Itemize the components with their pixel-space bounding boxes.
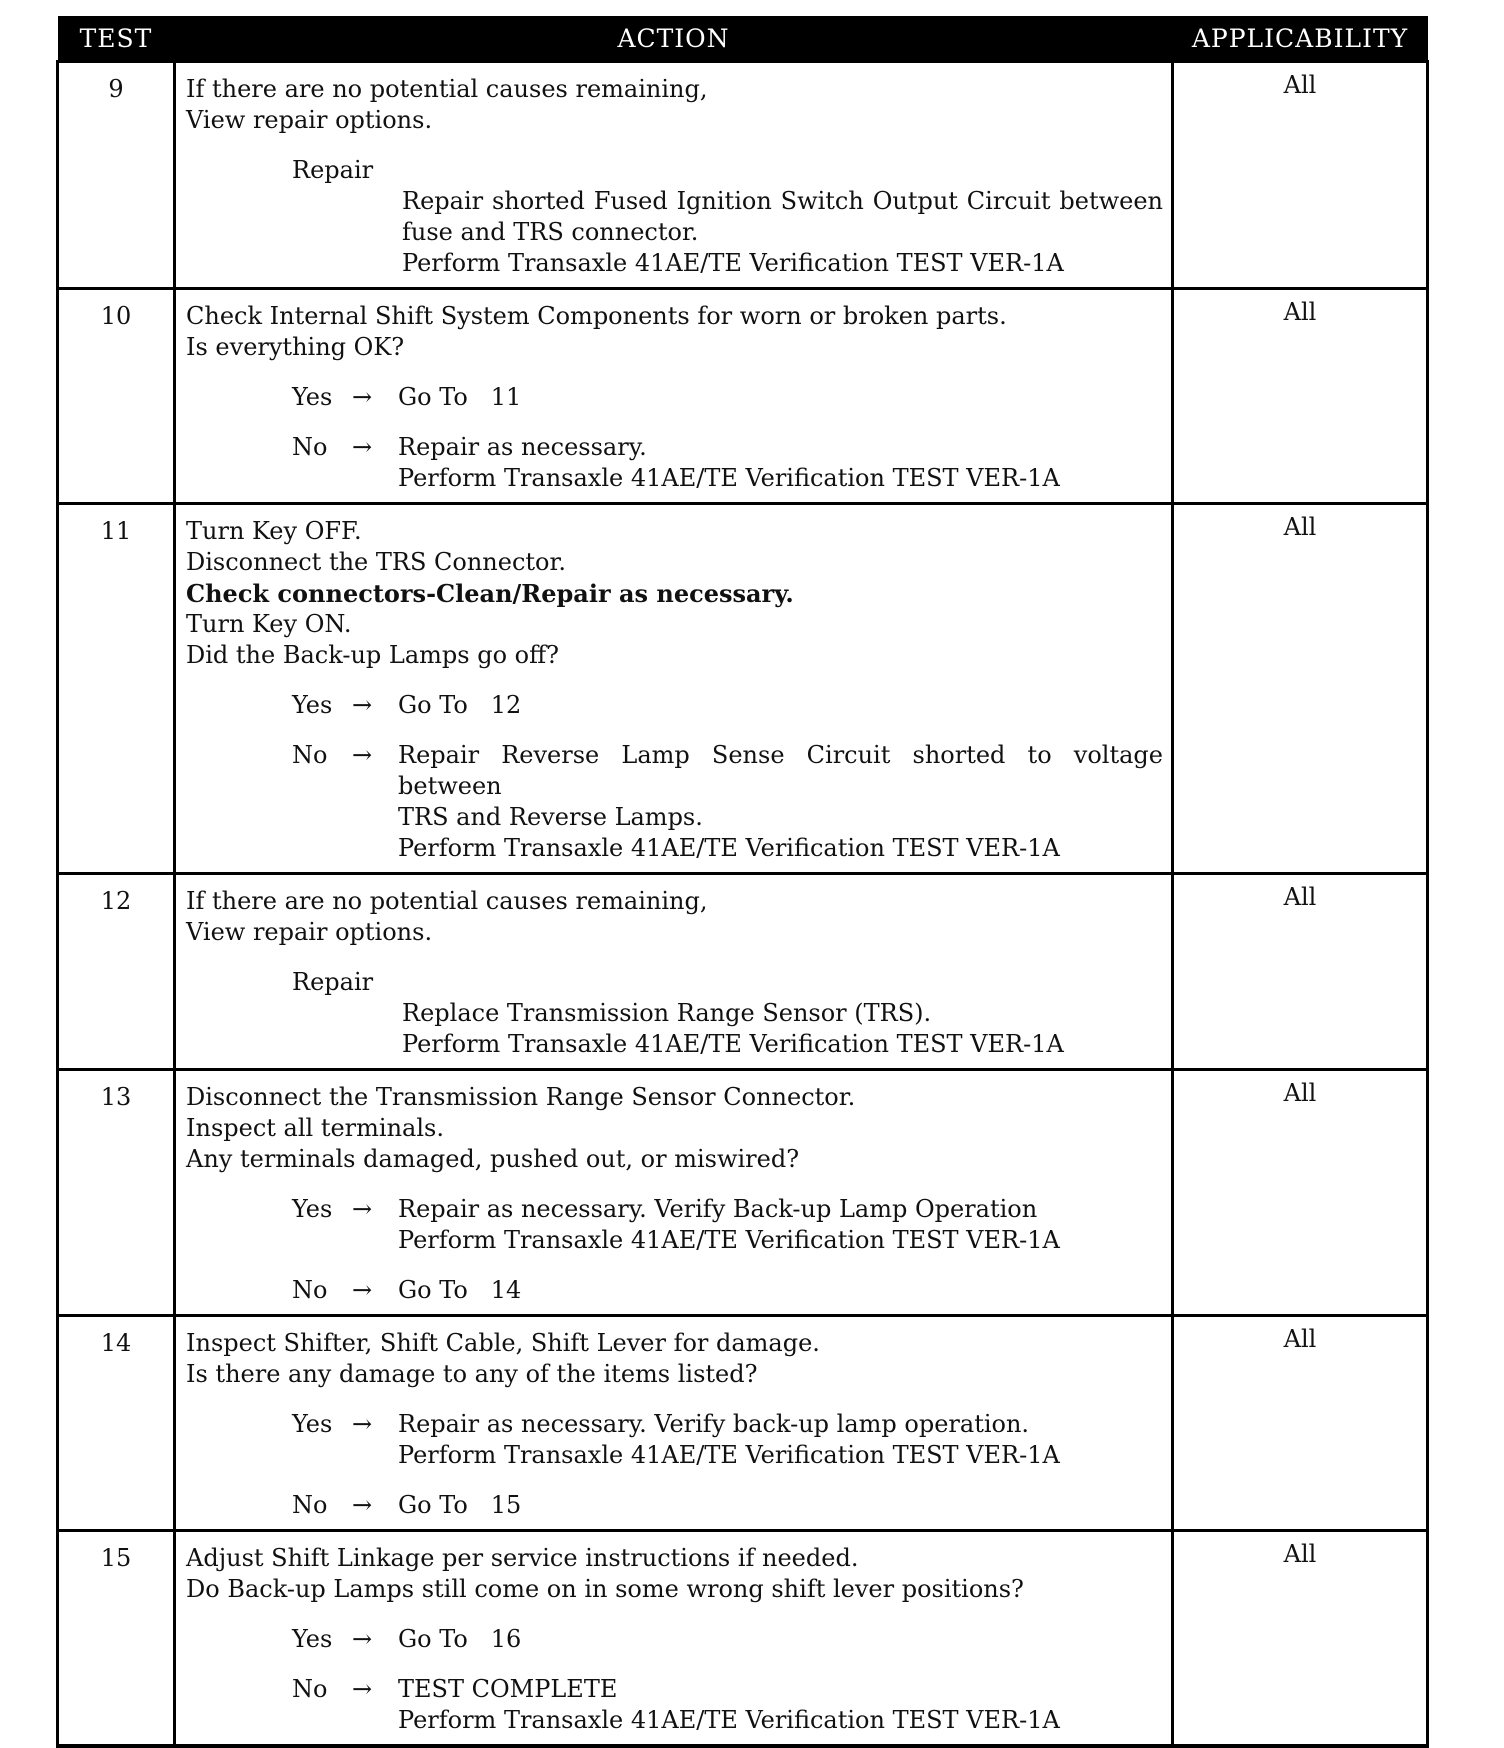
applicability-value: All bbox=[1173, 1531, 1428, 1747]
applicability-value: All bbox=[1173, 504, 1428, 874]
test-number: 11 bbox=[58, 504, 175, 874]
right-arrow-icon: → bbox=[352, 741, 373, 769]
yes-branch bbox=[186, 1194, 1163, 1256]
action-cell bbox=[175, 1531, 1173, 1747]
branch-line: Perform Transaxle 41AE/TE Verification TEST VER-1A bbox=[398, 464, 1060, 492]
applicability-value: All bbox=[1173, 1316, 1428, 1531]
branch-line: Go To 16 bbox=[398, 1625, 522, 1653]
right-arrow-icon: → bbox=[352, 433, 373, 461]
test-row-12 bbox=[58, 874, 1428, 1070]
action-cell bbox=[175, 1070, 1173, 1316]
no-label: No bbox=[292, 1276, 328, 1304]
diagnostic-test-table bbox=[56, 16, 1429, 1748]
test-number: 15 bbox=[58, 1531, 175, 1747]
right-arrow-icon: → bbox=[352, 1491, 373, 1519]
repair-line: Replace Transmission Range Sensor (TRS). bbox=[402, 999, 932, 1027]
applicability-value: All bbox=[1173, 874, 1428, 1070]
header-test: TEST bbox=[58, 16, 175, 62]
no-label: No bbox=[292, 1675, 328, 1703]
no-branch bbox=[186, 1674, 1163, 1736]
right-arrow-icon: → bbox=[352, 383, 373, 411]
no-label: No bbox=[292, 741, 328, 769]
yes-branch bbox=[186, 1409, 1163, 1471]
test-number: 13 bbox=[58, 1070, 175, 1316]
right-arrow-icon: → bbox=[352, 691, 373, 719]
no-label: No bbox=[292, 1491, 328, 1519]
yes-label: Yes bbox=[292, 1410, 333, 1438]
no-branch bbox=[186, 740, 1163, 864]
branch-line: Go To 11 bbox=[398, 383, 522, 411]
repair-label: Repair bbox=[292, 156, 374, 184]
branch-line: Repair as necessary. Verify Back-up Lamp Operation bbox=[398, 1195, 1038, 1223]
action-line: Did the Back-up Lamps go off? bbox=[186, 641, 560, 669]
applicability-value: All bbox=[1173, 1070, 1428, 1316]
yes-label: Yes bbox=[292, 1625, 333, 1653]
branch-line: Go To 14 bbox=[398, 1276, 522, 1304]
action-line: If there are no potential causes remaining, bbox=[186, 887, 708, 915]
test-number: 12 bbox=[58, 874, 175, 1070]
branch-line: TEST COMPLETE bbox=[398, 1675, 618, 1703]
action-line: If there are no potential causes remaining, bbox=[186, 75, 708, 103]
test-row-13 bbox=[58, 1070, 1428, 1316]
branch-line: Repair as necessary. bbox=[398, 433, 647, 461]
table-header bbox=[58, 16, 1428, 62]
no-branch bbox=[186, 432, 1163, 494]
action-cell bbox=[175, 1316, 1173, 1531]
branch-line: Perform Transaxle 41AE/TE Verification TEST VER-1A bbox=[398, 1706, 1060, 1734]
action-line: Turn Key ON. bbox=[186, 610, 352, 638]
header-action: ACTION bbox=[175, 16, 1173, 62]
test-row-10 bbox=[58, 289, 1428, 504]
repair-label: Repair bbox=[292, 968, 374, 996]
no-branch bbox=[186, 1490, 1163, 1521]
yes-branch bbox=[186, 1624, 1163, 1655]
action-line: Turn Key OFF. bbox=[186, 517, 362, 545]
yes-branch bbox=[186, 382, 1163, 413]
branch-line: Perform Transaxle 41AE/TE Verification TEST VER-1A bbox=[398, 834, 1060, 862]
test-number: 10 bbox=[58, 289, 175, 504]
header-applicability: APPLICABILITY bbox=[1173, 16, 1428, 62]
no-label: No bbox=[292, 433, 328, 461]
action-line: Disconnect the Transmission Range Sensor Connector. bbox=[186, 1083, 856, 1111]
action-line-bold: Check connectors-Clean/Repair as necessary. bbox=[186, 579, 794, 608]
action-line: Is there any damage to any of the items listed? bbox=[186, 1360, 758, 1388]
action-line: Any terminals damaged, pushed out, or miswired? bbox=[186, 1145, 800, 1173]
repair-line: Repair shorted Fused Ignition Switch Output Circuit between bbox=[402, 187, 1163, 215]
branch-line: TRS and Reverse Lamps. bbox=[398, 803, 703, 831]
action-line: Inspect Shifter, Shift Cable, Shift Lever for damage. bbox=[186, 1329, 820, 1357]
right-arrow-icon: → bbox=[352, 1276, 373, 1304]
yes-label: Yes bbox=[292, 691, 333, 719]
action-line: View repair options. bbox=[186, 106, 433, 134]
applicability-value: All bbox=[1173, 62, 1428, 289]
right-arrow-icon: → bbox=[352, 1625, 373, 1653]
action-line: Is everything OK? bbox=[186, 333, 405, 361]
test-row-11 bbox=[58, 504, 1428, 874]
applicability-value: All bbox=[1173, 289, 1428, 504]
action-cell bbox=[175, 62, 1173, 289]
branch-line: Repair Reverse Lamp Sense Circuit shorted to voltage between bbox=[398, 741, 1163, 800]
action-line: Inspect all terminals. bbox=[186, 1114, 444, 1142]
action-line: Disconnect the TRS Connector. bbox=[186, 548, 566, 576]
branch-line: Repair as necessary. Verify back-up lamp operation. bbox=[398, 1410, 1030, 1438]
diagnostic-test-page bbox=[56, 16, 1426, 1748]
right-arrow-icon: → bbox=[352, 1675, 373, 1703]
right-arrow-icon: → bbox=[352, 1195, 373, 1223]
yes-label: Yes bbox=[292, 1195, 333, 1223]
repair-line: fuse and TRS connector. bbox=[402, 218, 699, 246]
right-arrow-icon: → bbox=[352, 1410, 373, 1438]
action-line: Adjust Shift Linkage per service instructions if needed. bbox=[186, 1544, 859, 1572]
yes-branch bbox=[186, 690, 1163, 721]
branch-line: Perform Transaxle 41AE/TE Verification TEST VER-1A bbox=[398, 1441, 1060, 1469]
action-line: View repair options. bbox=[186, 918, 433, 946]
test-row-15 bbox=[58, 1531, 1428, 1747]
branch-line: Go To 15 bbox=[398, 1491, 522, 1519]
repair-line: Perform Transaxle 41AE/TE Verification TEST VER-1A bbox=[402, 249, 1064, 277]
no-branch bbox=[186, 1275, 1163, 1306]
branch-line: Perform Transaxle 41AE/TE Verification TEST VER-1A bbox=[398, 1226, 1060, 1254]
test-row-14 bbox=[58, 1316, 1428, 1531]
action-line: Do Back-up Lamps still come on in some wrong shift lever positions? bbox=[186, 1575, 1024, 1603]
repair-line: Perform Transaxle 41AE/TE Verification TEST VER-1A bbox=[402, 1030, 1064, 1058]
branch-line: Go To 12 bbox=[398, 691, 522, 719]
action-cell bbox=[175, 874, 1173, 1070]
test-number: 9 bbox=[58, 62, 175, 289]
test-number: 14 bbox=[58, 1316, 175, 1531]
action-cell bbox=[175, 504, 1173, 874]
action-cell bbox=[175, 289, 1173, 504]
test-row-9 bbox=[58, 62, 1428, 289]
yes-label: Yes bbox=[292, 383, 333, 411]
action-line: Check Internal Shift System Components for worn or broken parts. bbox=[186, 302, 1007, 330]
